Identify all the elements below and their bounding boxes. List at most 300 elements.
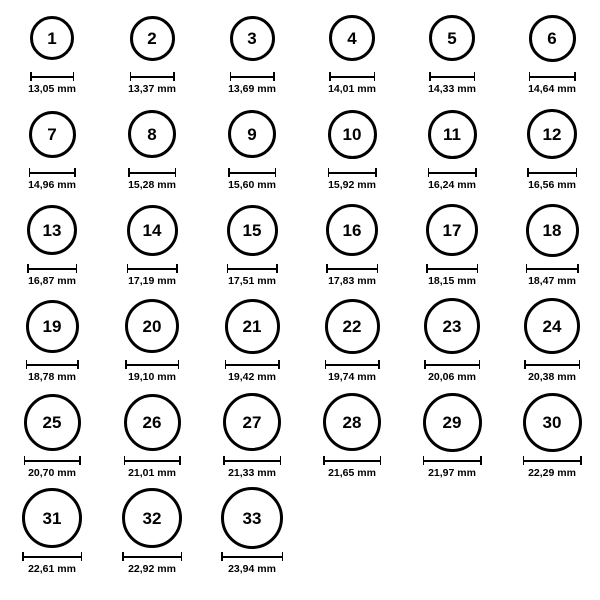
diameter-measure-line (529, 72, 576, 81)
ring-circle-wrapper (125, 294, 179, 358)
diameter-measure-line (230, 72, 275, 81)
ring-circle-wrapper (27, 198, 77, 262)
ring-size-cell (204, 198, 300, 287)
measure-bar (230, 76, 275, 78)
ring-size-number: 33 (242, 508, 262, 528)
ring-size-cell (304, 102, 400, 191)
ring-circle (429, 15, 475, 61)
measure-tick-left (325, 360, 327, 369)
ring-circle-wrapper (328, 102, 377, 166)
ring-circle-wrapper (423, 390, 482, 454)
diameter-label: 13,69 mm (228, 83, 276, 95)
diameter-measure-line (228, 168, 276, 177)
measure-tick-right (574, 72, 576, 81)
measure-tick-left (26, 360, 28, 369)
ring-circle-wrapper (128, 102, 176, 166)
ring-circle-wrapper (26, 294, 79, 358)
ring-circle-wrapper (22, 486, 82, 550)
measure-bar (323, 460, 381, 462)
diameter-measure-line (325, 360, 380, 369)
measure-bar (128, 172, 176, 174)
diameter-label: 18,15 mm (428, 275, 476, 287)
measure-tick-left (122, 552, 124, 561)
ring-circle (22, 488, 82, 548)
diameter-measure-line (423, 456, 482, 465)
diameter-measure-line (22, 552, 82, 561)
chart-row (0, 486, 600, 582)
diameter-measure-line (128, 168, 176, 177)
ring-circle-wrapper (323, 390, 381, 454)
measure-tick-right (73, 72, 75, 81)
ring-circle (228, 110, 276, 158)
ring-size-cell (104, 294, 200, 383)
ring-circle (230, 16, 275, 61)
measure-tick-left (128, 168, 130, 177)
measure-bar (423, 460, 482, 462)
measure-tick-right (479, 360, 481, 369)
diameter-label: 21,65 mm (328, 467, 376, 479)
ring-size-number: 28 (342, 412, 362, 432)
ring-circle-wrapper (221, 486, 283, 550)
ring-size-number: 24 (542, 316, 562, 336)
ring-circle-wrapper (424, 294, 480, 358)
diameter-label: 17,19 mm (128, 275, 176, 287)
measure-tick-right (282, 552, 284, 561)
ring-circle-wrapper (24, 390, 81, 454)
measure-tick-left (228, 168, 230, 177)
diameter-measure-line (127, 264, 178, 273)
diameter-label: 21,97 mm (428, 467, 476, 479)
measure-tick-left (326, 264, 328, 273)
measure-tick-right (480, 456, 482, 465)
measure-tick-left (230, 72, 232, 81)
ring-size-cell (4, 198, 100, 287)
ring-size-number: 7 (47, 124, 57, 144)
measure-tick-left (524, 360, 526, 369)
ring-size-number: 30 (542, 412, 562, 432)
diameter-label: 22,61 mm (28, 563, 76, 575)
measure-tick-right (275, 168, 277, 177)
measure-tick-right (181, 552, 183, 561)
measure-bar (228, 172, 276, 174)
diameter-label: 15,28 mm (128, 179, 176, 191)
measure-tick-right (76, 264, 78, 273)
ring-size-cell (404, 294, 500, 383)
ring-size-cell (104, 390, 200, 479)
diameter-label: 15,60 mm (228, 179, 276, 191)
ring-size-number: 18 (542, 220, 562, 240)
measure-bar (125, 364, 179, 366)
ring-size-cell (4, 486, 100, 575)
measure-bar (527, 172, 577, 174)
measure-bar (429, 76, 475, 78)
chart-row (0, 294, 600, 390)
diameter-label: 18,47 mm (528, 275, 576, 287)
diameter-measure-line (323, 456, 381, 465)
ring-circle (323, 393, 381, 451)
ring-size-cell (304, 390, 400, 479)
measure-bar (524, 364, 580, 366)
diameter-measure-line (130, 72, 175, 81)
ring-size-cell (204, 390, 300, 479)
ring-circle (122, 488, 182, 548)
ring-circle (223, 393, 281, 451)
ring-circle (428, 110, 477, 159)
ring-size-cell (504, 294, 600, 383)
ring-circle (329, 15, 375, 61)
measure-tick-right (474, 72, 476, 81)
diameter-label: 20,38 mm (528, 371, 576, 383)
measure-tick-right (175, 168, 177, 177)
measure-tick-right (374, 72, 376, 81)
measure-tick-left (223, 456, 225, 465)
ring-size-number: 17 (442, 220, 462, 240)
ring-circle (524, 298, 580, 354)
ring-size-number: 11 (443, 124, 461, 144)
ring-circle (523, 393, 582, 452)
diameter-label: 18,78 mm (28, 371, 76, 383)
measure-bar (526, 268, 579, 270)
ring-size-number: 3 (247, 28, 257, 48)
measure-bar (223, 460, 281, 462)
measure-bar (426, 268, 478, 270)
ring-size-number: 27 (242, 412, 262, 432)
ring-circle-wrapper (29, 102, 76, 166)
ring-size-number: 13 (42, 220, 62, 240)
diameter-measure-line (225, 360, 280, 369)
measure-bar (221, 556, 283, 558)
ring-circle-wrapper (529, 6, 576, 70)
measure-tick-left (523, 456, 525, 465)
measure-tick-right (580, 456, 582, 465)
ring-size-cell (104, 486, 200, 575)
ring-circle (526, 204, 579, 257)
measure-tick-left (329, 72, 331, 81)
ring-circle (328, 110, 377, 159)
chart-row (0, 6, 600, 102)
ring-size-cell (4, 294, 100, 383)
ring-circle (29, 111, 76, 158)
measure-tick-right (276, 264, 278, 273)
diameter-measure-line (125, 360, 179, 369)
ring-size-cell (104, 6, 200, 95)
measure-bar (326, 268, 378, 270)
measure-bar (424, 364, 480, 366)
diameter-measure-line (122, 552, 182, 561)
ring-circle-wrapper (526, 198, 579, 262)
measure-bar (529, 76, 576, 78)
measure-tick-right (273, 72, 275, 81)
measure-tick-right (81, 552, 83, 561)
ring-circle-wrapper (227, 198, 278, 262)
ring-circle (127, 205, 178, 256)
diameter-measure-line (329, 72, 375, 81)
ring-size-number: 15 (242, 220, 262, 240)
measure-bar (329, 76, 375, 78)
ring-circle (426, 204, 478, 256)
ring-size-number: 20 (142, 316, 162, 336)
ring-size-number: 25 (42, 412, 62, 432)
diameter-measure-line (24, 456, 81, 465)
ring-size-number: 4 (347, 28, 357, 48)
ring-size-cell (4, 102, 100, 191)
ring-circle (326, 204, 378, 256)
ring-size-number: 14 (142, 220, 162, 240)
measure-tick-right (475, 168, 477, 177)
measure-tick-left (127, 264, 129, 273)
ring-size-cell (404, 6, 500, 95)
measure-bar (325, 364, 380, 366)
measure-tick-right (173, 72, 175, 81)
ring-circle-wrapper (426, 198, 478, 262)
ring-circle (128, 110, 176, 158)
diameter-label: 14,33 mm (428, 83, 476, 95)
measure-tick-left (423, 456, 425, 465)
ring-circle-wrapper (524, 294, 580, 358)
ring-size-cell (404, 390, 500, 479)
measure-bar (124, 460, 181, 462)
ring-circle-wrapper (223, 390, 281, 454)
ring-size-cell (404, 198, 500, 287)
diameter-label: 13,05 mm (28, 83, 76, 95)
measure-tick-right (577, 264, 579, 273)
ring-circle-wrapper (228, 102, 276, 166)
diameter-measure-line (326, 264, 378, 273)
ring-circle-wrapper (329, 6, 375, 70)
measure-tick-left (328, 168, 330, 177)
ring-circle (227, 205, 278, 256)
ring-circle-wrapper (127, 198, 178, 262)
ring-size-number: 32 (142, 508, 162, 528)
diameter-measure-line (223, 456, 281, 465)
measure-tick-left (428, 168, 430, 177)
ring-size-number: 6 (547, 28, 557, 48)
measure-tick-left (323, 456, 325, 465)
diameter-measure-line (30, 72, 74, 81)
measure-tick-left (424, 360, 426, 369)
ring-circle-wrapper (30, 6, 74, 70)
measure-tick-left (27, 264, 29, 273)
ring-size-cell (504, 198, 600, 287)
measure-tick-right (179, 456, 181, 465)
chart-row (0, 102, 600, 198)
diameter-label: 13,37 mm (128, 83, 176, 95)
diameter-label: 16,87 mm (28, 275, 76, 287)
diameter-measure-line (227, 264, 278, 273)
ring-circle-wrapper (429, 6, 475, 70)
ring-circle-wrapper (325, 294, 380, 358)
measure-tick-right (176, 264, 178, 273)
ring-circle (130, 16, 175, 61)
ring-circle-wrapper (122, 486, 182, 550)
diameter-label: 14,96 mm (28, 179, 76, 191)
measure-tick-left (29, 168, 31, 177)
ring-circle (529, 15, 576, 62)
measure-tick-left (24, 456, 26, 465)
diameter-label: 21,01 mm (128, 467, 176, 479)
measure-bar (29, 172, 76, 174)
chart-row (0, 390, 600, 486)
ring-size-cell (404, 102, 500, 191)
measure-bar (130, 76, 175, 78)
ring-circle-wrapper (527, 102, 577, 166)
ring-circle (423, 393, 482, 452)
diameter-label: 20,70 mm (28, 467, 76, 479)
diameter-label: 14,01 mm (328, 83, 376, 95)
diameter-label: 17,51 mm (228, 275, 276, 287)
measure-bar (27, 268, 77, 270)
ring-circle (325, 299, 380, 354)
ring-circle (124, 394, 181, 451)
measure-bar (428, 172, 477, 174)
ring-size-cell (104, 198, 200, 287)
ring-circle-wrapper (225, 294, 280, 358)
diameter-measure-line (29, 168, 76, 177)
diameter-label: 22,29 mm (528, 467, 576, 479)
measure-bar (30, 76, 74, 78)
measure-tick-left (30, 72, 32, 81)
measure-tick-right (477, 264, 479, 273)
measure-tick-left (527, 168, 529, 177)
ring-size-cell (304, 294, 400, 383)
diameter-label: 23,94 mm (228, 563, 276, 575)
measure-tick-right (178, 360, 180, 369)
ring-size-cell (304, 198, 400, 287)
measure-tick-left (221, 552, 223, 561)
ring-circle-wrapper (130, 6, 175, 70)
diameter-measure-line (221, 552, 283, 561)
ring-circle (125, 299, 179, 353)
diameter-label: 19,74 mm (328, 371, 376, 383)
ring-size-cell (304, 6, 400, 95)
ring-size-cell (4, 390, 100, 479)
diameter-measure-line (428, 168, 477, 177)
ring-size-cell (204, 486, 300, 575)
measure-tick-left (125, 360, 127, 369)
measure-bar (122, 556, 182, 558)
ring-circle (27, 205, 77, 255)
diameter-measure-line (523, 456, 582, 465)
measure-tick-left (529, 72, 531, 81)
diameter-label: 16,56 mm (528, 179, 576, 191)
ring-size-number: 12 (542, 124, 562, 144)
ring-size-number: 23 (442, 316, 462, 336)
diameter-label: 17,83 mm (328, 275, 376, 287)
measure-bar (26, 364, 79, 366)
ring-circle (225, 299, 280, 354)
ring-size-number: 31 (42, 508, 62, 528)
diameter-measure-line (526, 264, 579, 273)
ring-size-number: 22 (342, 316, 362, 336)
ring-size-cell (504, 102, 600, 191)
diameter-label: 19,42 mm (228, 371, 276, 383)
ring-size-number: 1 (47, 28, 57, 48)
ring-circle (24, 394, 81, 451)
ring-size-cell (4, 6, 100, 95)
measure-bar (24, 460, 81, 462)
diameter-label: 16,24 mm (428, 179, 476, 191)
measure-bar (22, 556, 82, 558)
ring-size-cell (204, 102, 300, 191)
measure-tick-right (77, 360, 79, 369)
ring-size-number: 2 (147, 28, 157, 48)
ring-size-number: 9 (247, 124, 257, 144)
measure-tick-right (74, 168, 76, 177)
measure-tick-left (130, 72, 132, 81)
diameter-measure-line (429, 72, 475, 81)
ring-size-cell (104, 102, 200, 191)
chart-row (0, 198, 600, 294)
measure-tick-right (79, 456, 81, 465)
diameter-label: 20,06 mm (428, 371, 476, 383)
diameter-measure-line (26, 360, 79, 369)
measure-tick-right (377, 264, 379, 273)
measure-tick-left (22, 552, 24, 561)
measure-tick-right (278, 360, 280, 369)
ring-circle-wrapper (326, 198, 378, 262)
ring-size-cell (504, 6, 600, 95)
measure-tick-right (380, 456, 382, 465)
measure-bar (523, 460, 582, 462)
measure-bar (328, 172, 377, 174)
measure-tick-right (576, 168, 578, 177)
ring-size-number: 5 (447, 28, 457, 48)
diameter-measure-line (426, 264, 478, 273)
ring-size-number: 29 (442, 412, 462, 432)
ring-size-cell (204, 294, 300, 383)
ring-size-number: 19 (42, 316, 62, 336)
measure-tick-left (124, 456, 126, 465)
ring-circle-wrapper (428, 102, 477, 166)
measure-bar (127, 268, 178, 270)
ring-size-number: 26 (142, 412, 162, 432)
ring-circle (30, 16, 74, 60)
diameter-measure-line (524, 360, 580, 369)
diameter-label: 21,33 mm (228, 467, 276, 479)
measure-tick-left (227, 264, 229, 273)
ring-circle (424, 298, 480, 354)
diameter-measure-line (124, 456, 181, 465)
ring-circle-wrapper (230, 6, 275, 70)
measure-bar (227, 268, 278, 270)
diameter-label: 22,92 mm (128, 563, 176, 575)
ring-size-number: 21 (242, 316, 262, 336)
diameter-label: 15,92 mm (328, 179, 376, 191)
ring-size-cell (204, 6, 300, 95)
measure-tick-right (579, 360, 581, 369)
diameter-measure-line (328, 168, 377, 177)
diameter-measure-line (424, 360, 480, 369)
measure-tick-left (426, 264, 428, 273)
ring-circle-wrapper (523, 390, 582, 454)
diameter-label: 19,10 mm (128, 371, 176, 383)
ring-size-number: 10 (342, 124, 362, 144)
diameter-label: 14,64 mm (528, 83, 576, 95)
ring-circle (527, 109, 577, 159)
measure-tick-right (378, 360, 380, 369)
measure-bar (225, 364, 280, 366)
ring-circle (26, 300, 79, 353)
ring-circle-wrapper (124, 390, 181, 454)
ring-circle (221, 487, 283, 549)
diameter-measure-line (27, 264, 77, 273)
diameter-measure-line (527, 168, 577, 177)
measure-tick-left (429, 72, 431, 81)
ring-size-number: 8 (147, 124, 157, 144)
measure-tick-right (280, 456, 282, 465)
measure-tick-right (375, 168, 377, 177)
measure-tick-left (225, 360, 227, 369)
